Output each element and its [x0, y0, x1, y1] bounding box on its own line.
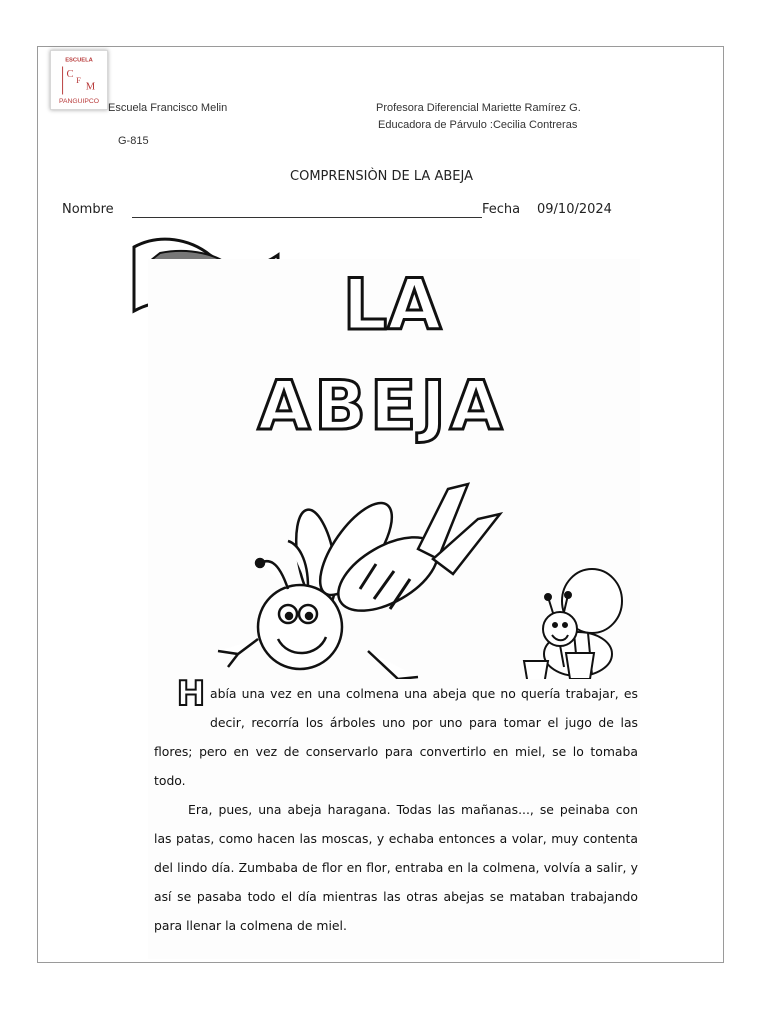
- school-code: G-815: [118, 135, 149, 147]
- date-label: Fecha: [482, 202, 521, 217]
- svg-text:M: M: [85, 81, 96, 93]
- date-value: 09/10/2024: [537, 202, 612, 217]
- name-label: Nombre: [62, 202, 114, 217]
- heading-abeja: ABEJA: [257, 367, 507, 446]
- story-paragraph-1-text: abía una vez en una colmena una abeja que no quería trabajar, es decir, recorría los árboles uno por uno para tomar el jugo de las flores; pero en vez de conservarlo para convertirlo en miel, se lo tomaba todo.: [154, 686, 638, 788]
- bee-with-baskets-icon: [524, 569, 622, 679]
- svg-text:C: C: [66, 69, 74, 81]
- school-logo: [50, 50, 108, 110]
- svg-text:PANGUIPCO: PANGUIPCO: [58, 98, 100, 106]
- heading-la: LA: [342, 264, 442, 346]
- school-name: Escuela Francisco Melin: [108, 102, 228, 114]
- story-text: [154, 674, 638, 940]
- story-dropcap: H: [176, 674, 206, 714]
- school-logo-icon: [51, 51, 107, 109]
- page-title: COMPRENSIÒN DE LA ABEJA: [290, 169, 473, 184]
- educator-line: Educadora de Párvulo :Cecilia Contreras: [378, 119, 578, 131]
- worksheet-illustration: [148, 259, 640, 959]
- document-page: [37, 46, 724, 963]
- flying-bee-icon: [218, 484, 500, 679]
- name-blank-line[interactable]: [132, 217, 482, 218]
- story-paragraph-1: [154, 674, 638, 795]
- story-paragraph-2: Era, pues, una abeja haragana. Todas las mañanas..., se peinaba con las patas, como hacen las moscas, y echaba entonces a volar, muy contenta del lindo día. Zumbaba de flor en flor, entraba en la colmena, volvía a salir, y así se pasaba todo el día mientras las otras abejas se mataban trabajando para llenar la colmena de miel.: [154, 802, 638, 933]
- svg-text:F: F: [76, 74, 81, 85]
- svg-text:ESCUELA: ESCUELA: [65, 57, 93, 64]
- illustration-canvas: [148, 259, 640, 679]
- teacher-line: Profesora Diferencial Mariette Ramírez G.: [376, 102, 581, 114]
